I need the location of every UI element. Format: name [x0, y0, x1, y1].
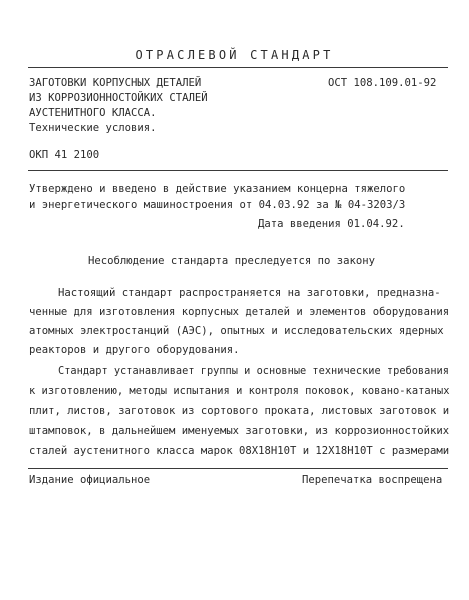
para2-line-4: штамповок, в дальнейшем именуемых заготовки, из коррозионностойких [29, 425, 450, 437]
title-line-1: ЗАГОТОВКИ КОРПУСНЫХ ДЕТАЛЕЙ [29, 77, 202, 89]
title-line-4: Технические условия. [29, 122, 157, 134]
approval-line-2: и энергетического машиностроения от 04.03.92 за № 04-3203/3 [29, 199, 406, 211]
para2-line-5: сталей аустенитного класса марок 08Х18Н10Т и 12Х18Н10Т с размерами [29, 445, 450, 457]
standard-code: ОСТ 108.109.01-92 [328, 77, 437, 89]
standard-banner: ОТРАСЛЕВОЙ СТАНДАРТ [135, 48, 334, 62]
header-rule [28, 67, 448, 68]
para1-line-2: ченные для изготовления корпусных деталей и элементов оборудования [29, 306, 450, 318]
para1-line-4: реакторов и другого оборудования. [29, 344, 240, 356]
para2-line-2: к изготовлению, методы испытания и контроля поковок, ковано-катаных [29, 385, 450, 397]
okp-code: ОКП 41 2100 [29, 149, 100, 161]
reprint-prohibited: Перепечатка воспрещена [302, 474, 443, 486]
law-notice: Несоблюдение стандарта преследуется по закону [88, 255, 376, 267]
introduction-date: Дата введения 01.04.92. [258, 218, 405, 230]
para1-line-3: атомных электростанций (АЭС), опытных и исследовательских ядерных [29, 325, 444, 337]
title-line-3: АУСТЕНИТНОГО КЛАССА. [29, 107, 157, 119]
para1-line-1: Настоящий стандарт распространяется на заготовки, предназна- [58, 287, 441, 299]
title-rule [28, 170, 448, 171]
title-line-2: ИЗ КОРРОЗИОННОСТОЙКИХ СТАЛЕЙ [29, 92, 208, 104]
para2-line-1: Стандарт устанавливает группы и основные технические требования [58, 365, 449, 377]
approval-line-1: Утверждено и введено в действие указанием концерна тяжелого [29, 183, 406, 195]
footer-rule [28, 468, 448, 469]
para2-line-3: плит, листов, заготовок из сортового проката, листовых заготовок и [29, 405, 450, 417]
official-edition: Издание официальное [29, 474, 151, 486]
